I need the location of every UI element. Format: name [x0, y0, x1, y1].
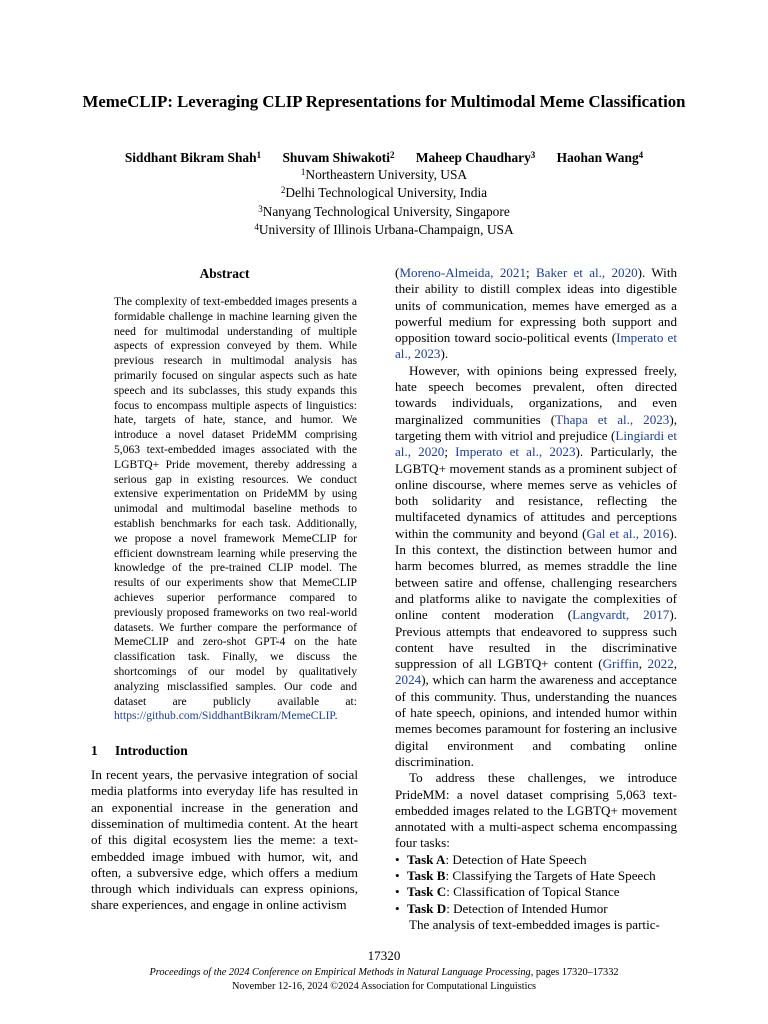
venue-name: Proceedings of the 2024 Conference on Empirical Methods in Natural Language Processing — [149, 967, 531, 978]
citation-link[interactable]: Griffin — [602, 656, 639, 672]
affil-mark: 3 — [258, 203, 263, 214]
affil-mark: 2 — [280, 185, 286, 196]
paragraph-text: ). Particularly, the LGBTQ+ movement stands as a prominent subject of online discourse, where memes serve as vehicles of both solidarity and resistance, reflecting the multifaceted dynamics of attitudes and perceptions within the community and beyond ( — [395, 444, 677, 541]
citation-separator: , — [673, 656, 678, 672]
bullet-icon: • — [395, 867, 400, 883]
intro-paragraph-1: In recent years, the pervasive integration of social media platforms into everyday life has resulted in an exponential increase in the generation and dissemination of multimedia content. At the heart of this digital ecosystem lies the meme: a text-embedded image imbued with humor, wit, and often, a subversive edge, which offers a medium through which individuals can express opinions, share experiences, and engage in online activism — [91, 767, 358, 913]
citation-link[interactable]: Imperato et al., 2023 — [455, 444, 576, 460]
author-list — [0, 149, 768, 166]
citation-link[interactable]: Moreno-Almeida, 2021 — [399, 265, 527, 280]
citation-separator: ; — [526, 265, 536, 280]
list-item — [395, 901, 677, 917]
intro-paragraph-2 — [395, 363, 677, 770]
task-description: : Detection of Intended Humor — [446, 900, 608, 916]
author — [416, 149, 535, 166]
task-label: Task C — [407, 884, 447, 900]
affil-mark: 1 — [300, 167, 306, 177]
paragraph-text: However, with opinions being expressed freely, hate speech becomes prevalent, often directed towards individuals, organizations, and even marginalized communities ( — [395, 362, 677, 427]
author-affil-mark: 3 — [530, 150, 536, 160]
paragraph-text: ). — [440, 346, 449, 362]
right-column — [395, 265, 677, 933]
affil-name: Northeastern University, USA — [305, 167, 468, 182]
paragraph-text: ), targeting them with vitriol and prejudice ( — [395, 411, 677, 443]
task-label: Task A — [407, 851, 446, 867]
intro-paragraph-3: To address these challenges, we introduce PrideMM: a novel dataset comprising 5,063 text-embedded images related to the LGBTQ+ movement annotated with a multi-aspect schema encompassing four tasks: — [395, 770, 677, 851]
citation-link[interactable]: Thapa et al., 2023 — [555, 411, 670, 427]
task-description: : Classification of Topical Stance — [446, 884, 620, 900]
author-name: Haohan Wang — [556, 150, 639, 165]
paper-title: MemeCLIP: Leveraging CLIP Representations for Multimodal Meme Classification — [82, 92, 686, 111]
section-heading-introduction — [91, 742, 358, 760]
abstract-heading: Abstract — [199, 266, 250, 281]
intro-paragraph-4: The analysis of text-embedded images is partic- — [409, 916, 660, 932]
footer-venue-line — [0, 966, 768, 979]
affiliation — [0, 166, 768, 184]
author-name: Siddhant Bikram Shah — [124, 150, 257, 165]
abstract-end: . — [334, 709, 338, 723]
paragraph-text: ). With their ability to distill complex ideas into digestible units of communication, memes have emerged as a powerful medium for expressing both support and opposition toward socio-political events ( — [395, 265, 678, 346]
footer-copyright-line: November 12-16, 2024 ©2024 Association for Computational Linguistics — [231, 981, 537, 992]
affiliation — [0, 221, 768, 239]
bullet-icon: • — [395, 851, 400, 867]
citation-link[interactable]: Lingiardi et al., 2020 — [395, 427, 678, 460]
left-column — [91, 265, 358, 914]
list-item — [395, 884, 677, 900]
task-description: : Detection of Hate Speech — [445, 851, 587, 867]
citation-link[interactable]: Langvardt, 2017 — [572, 607, 670, 623]
author — [557, 149, 644, 166]
author — [125, 149, 261, 166]
affiliation — [0, 184, 768, 202]
page-number: 17320 — [367, 948, 401, 963]
paragraph-text: ). In this context, the distinction between humor and harm becomes blurred, as memes straddle the line between satire and offense, challenging researchers and platforms alike to navigate the complexities of online content moderation ( — [395, 525, 677, 623]
abstract-body — [114, 295, 357, 724]
citation-link[interactable]: Imperato et al., 2023 — [395, 330, 678, 362]
code-repo-link[interactable]: https://github.com/SiddhantBikram/MemeCLIP — [114, 709, 335, 723]
task-description: : Classifying the Targets of Hate Speech — [445, 867, 656, 883]
paragraph-text: ), which can harm the awareness and acceptance of this community. Thus, understanding the nuances of hate speech, opinions, and intended humor within memes becomes paramount for fostering an inclusive digital environment and combating online discrimination. — [395, 672, 677, 769]
citation-separator: ; — [444, 444, 456, 460]
affiliation-list — [0, 166, 768, 239]
page-range: , pages 17320–17332 — [530, 967, 619, 978]
paragraph-text: ). Previous attempts that endeavored to suppress such content have resulted in the discriminative suppression of all LGBTQ+ content ( — [395, 607, 677, 672]
bullet-icon: • — [395, 900, 400, 916]
task-list — [395, 852, 677, 917]
citation-link[interactable]: Gal et al., 2016 — [586, 525, 670, 541]
list-item — [395, 852, 677, 868]
author-affil-mark: 1 — [256, 150, 262, 160]
affil-name: University of Illinois Urbana-Champaign, USA — [258, 221, 514, 237]
list-item — [395, 868, 677, 884]
citation-link[interactable]: Baker et al., 2020 — [535, 265, 638, 280]
affiliation — [0, 203, 768, 221]
author-affil-mark: 4 — [638, 150, 644, 160]
task-label: Task B — [407, 867, 446, 883]
citation-link[interactable]: 2024 — [395, 672, 422, 688]
citation-separator: , — [638, 656, 648, 672]
section-number: 1 — [91, 743, 98, 759]
affil-mark: 4 — [254, 221, 259, 232]
intro-paragraph-1-continued: (Moreno-Almeida, 2021; Baker et al., 2020). With their ability to distill complex ideas into digestible units of communication, memes have emerged as a powerful medium for expressing both support and opposition toward socio-political events (Imperato et al., 2023). — [395, 265, 678, 362]
author-affil-mark: 2 — [389, 150, 395, 160]
affil-name: Nanyang Technological University, Singapore — [262, 203, 510, 219]
affil-name: Delhi Technological University, India — [285, 185, 488, 201]
bullet-icon: • — [395, 884, 400, 900]
task-label: Task D — [407, 900, 447, 916]
author — [282, 149, 394, 166]
author-name: Maheep Chaudhary — [415, 150, 531, 165]
section-title: Introduction — [115, 743, 188, 759]
abstract-text: The complexity of text-embedded images presents a formidable challenge in machine learning given the need for multimodal understanding of multiple aspects of expression conveyed by them. While previous research in multimodal analysis has primarily focused on singular aspects such as hate speech and its subclasses, this study expands this focus to encompass multiple aspects of linguistics: hate, targets of hate, stance, and humor. We introduce a novel dataset PrideMM comprising 5,063 text-embedded images associated with the LGBTQ+ Pride movement, thereby addressing a serious gap in existing resources. We conduct extensive experimentation on PrideMM by using unimodal and multimodal baseline methods to establish benchmarks for each task. Additionally, we propose a novel framework MemeCLIP for efficient downstream learning while preserving the knowledge of the pre-trained CLIP model. The results of our experiments show that MemeCLIP achieves superior performance compared to previously proposed frameworks on two real-world datasets. We further compare the performance of MemeCLIP and zero-shot GPT-4 on the hate classification task. Finally, we discuss the shortcomings of our model by qualitatively analyzing misclassified samples. Our code and dataset are publicly available at: — [114, 295, 357, 708]
citation-link[interactable]: 2022 — [647, 656, 674, 672]
author-name: Shuvam Shiwakoti — [282, 150, 390, 165]
